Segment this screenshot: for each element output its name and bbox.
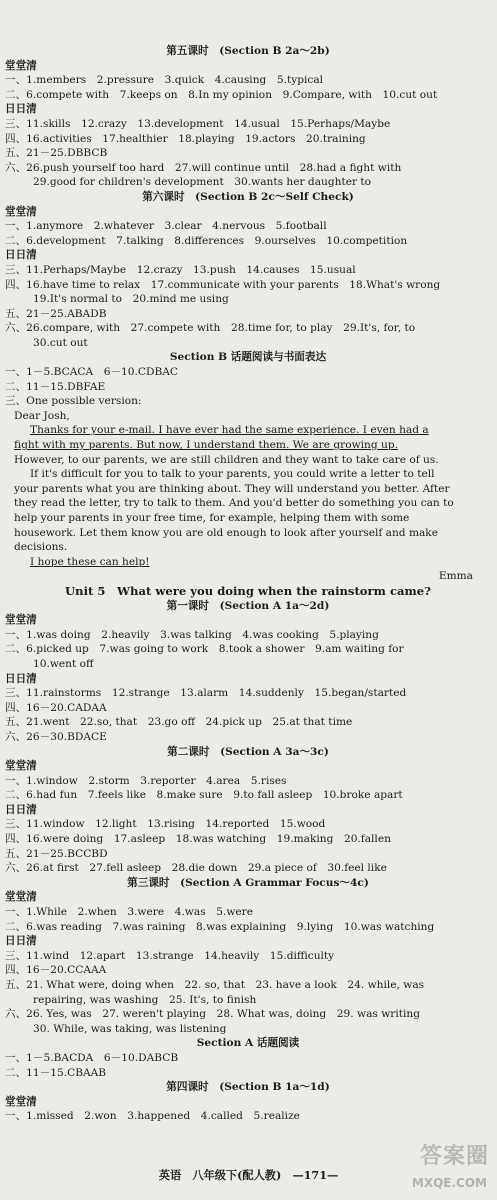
subsection-label: 堂堂清 [5, 614, 37, 627]
answer-line: However, to our parents, we are still children and they want to take care of us. [14, 453, 439, 466]
answer-line: I hope these can help! [30, 555, 150, 568]
answer-line: fight with my parents. But now, I understand them. We are growing up. [14, 439, 398, 452]
answer-line: help your parents in your free time, for example, helping them with some [14, 512, 410, 524]
section-heading: Unit 5 What were you doing when the rainstorm came? [65, 583, 431, 598]
answer-line: 六、26－30.BDACE [5, 730, 107, 743]
answer-line: 30. While, was taking, was listening [33, 1022, 227, 1035]
answer-line: 三、11.wind 12.apart 13.strange 14.heavily 15.difficulty [5, 949, 335, 962]
answer-line: 一、1.members 2.pressure 3.quick 4.causing 5.typical [5, 74, 324, 87]
answer-line: 六、26. Yes, was 27. weren't playing 28. What was, doing 29. was writing [5, 1008, 420, 1021]
answer-line: 一、1－5.BCACA 6－10.CDBAC [5, 366, 179, 379]
answer-line: 19.It's normal to 20.mind me using [33, 293, 229, 306]
subsection-label: 日日清 [5, 249, 37, 262]
answer-line: 一、1.missed 2.won 3.happened 4.called 5.realize [5, 1110, 300, 1123]
answer-line: If it's difficult for you to talk to your parents, you could write a letter to tell [30, 468, 435, 481]
page-footer: 英语 八年级下(配人教) —171— [158, 1168, 339, 1182]
answer-line: 三、11.window 12.light 13.rising 14.reported 15.wood [5, 818, 326, 831]
answer-line: 五、21. What were, doing when 22. so, that 23. have a look 24. while, was [5, 979, 425, 991]
section-heading: 第三课时 (Section A Grammar Focus～4c) [127, 876, 369, 889]
subsection-label: 日日清 [5, 803, 37, 816]
answer-line: 三、11.Perhaps/Maybe 12.crazy 13.push 14.causes 15.usual [5, 263, 356, 276]
answer-line: 一、1－5.BACDA 6－10.DABCB [5, 1051, 179, 1064]
answer-line: 29.good for children's development 30.wants her daughter to [33, 176, 372, 189]
section-heading: Section B 话题阅读与书面表达 [169, 351, 327, 364]
answer-line: 二、6.was reading 7.was raining 8.was explaining 9.lying 10.was watching [5, 920, 435, 933]
answer-line: 一、1.window 2.storm 3.reporter 4.area 5.rises [5, 774, 287, 787]
subsection-label: 日日清 [5, 103, 37, 116]
answer-line: 二、11－15.CBAAB [5, 1066, 107, 1079]
answer-line: 五、21－25.ABADB [5, 307, 107, 320]
answer-line: 一、1.was doing 2.heavily 3.was talking 4.was cooking 5.playing [5, 628, 379, 641]
answer-line: housework. Let them know you are old enough to look after yourself and make [14, 526, 438, 539]
answer-line: they read the letter, try to talk to them. And you'd better do something you can to [14, 497, 454, 510]
answer-line: 六、26.compare, with 27.compete with 28.time for, to play 29.It's, for, to [5, 322, 416, 335]
subsection-label: 堂堂清 [5, 59, 37, 72]
subsection-label: 日日清 [5, 672, 37, 685]
subsection-label: 堂堂清 [5, 205, 37, 218]
answer-line: 二、6.development 7.talking 8.differences 9.ourselves 10.competition [5, 234, 408, 247]
answer-line: 二、6.picked up 7.was going to work 8.took a shower 9.am waiting for [5, 643, 404, 656]
answer-line: repairing, was washing 25. It's, to finish [33, 993, 257, 1006]
answer-line: 二、6.compete with 7.keeps on 8.In my opinion 9.Compare, with 10.cut out [5, 88, 438, 101]
watermark-logo: 答案圈 [419, 1144, 489, 1169]
answer-line: 四、16.were doing 17.asleep 18.was watching 19.making 20.fallen [5, 833, 391, 846]
answer-line: 二、6.had fun 7.feels like 8.make sure 9.to fall asleep 10.broke apart [5, 789, 403, 802]
subsection-label: 日日清 [5, 935, 37, 948]
answer-line: Emma [438, 570, 473, 583]
answer-content [0, 44, 497, 1124]
section-heading: 第五课时 (Section B 2a～2b) [166, 45, 330, 57]
answer-line: 一、1.anymore 2.whatever 3.clear 4.nervous 5.football [5, 220, 327, 233]
answer-line: 三、One possible version: [5, 395, 142, 408]
answer-line: 二、11－15.DBFAE [5, 380, 106, 393]
answer-line: 一、1.While 2.when 3.were 4.was 5.were [5, 906, 254, 919]
answer-line: 五、21－25.BCCBD [5, 847, 108, 860]
section-heading: Section A 话题阅读 [196, 1037, 300, 1050]
answer-line: 四、16－20.CADAA [5, 701, 107, 714]
answer-line: 三、11.skills 12.crazy 13.development 14.usual 15.Perhaps/Maybe [5, 117, 391, 130]
answer-line: 五、21－25.DBBCB [5, 147, 108, 160]
answer-line: 四、16.have time to relax 17.communicate with your parents 18.What's wrong [5, 278, 441, 291]
answer-line: 四、16.activities 17.healthier 18.playing 19.actors 20.training [5, 132, 366, 145]
section-heading: 第一课时 (Section A 1a～2d) [166, 599, 330, 612]
answer-line: 六、26.push yourself too hard 27.will continue until 28.had a fight with [5, 161, 402, 174]
answer-line: decisions. [14, 541, 68, 554]
answer-line: 五、21.went 22.so, that 23.go off 24.pick up 25.at that time [5, 716, 353, 729]
section-heading: 第六课时 (Section B 2c～Self Check) [142, 190, 354, 203]
watermark-url: MXQE.COM [411, 1176, 487, 1190]
subsection-label: 堂堂清 [5, 891, 37, 904]
answer-line: 六、26.at first 27.fell asleep 28.die down 29.a piece of 30.feel like [5, 862, 387, 875]
answer-line: 四、16－20.CCAAA [5, 964, 107, 977]
answer-line: Dear Josh, [14, 409, 70, 422]
answer-line: 三、11.rainstorms 12.strange 13.alarm 14.suddenly 15.began/started [5, 687, 407, 700]
answer-line: 10.went off [33, 657, 94, 670]
subsection-label: 堂堂清 [5, 1095, 37, 1108]
answer-line: Thanks for your e-mail. I have ever had the same experience. I even had a [30, 424, 429, 437]
section-heading: 第二课时 (Section A 3a～3c) [167, 745, 329, 758]
answer-line: 30.cut out [33, 336, 88, 349]
subsection-label: 堂堂清 [5, 760, 37, 773]
section-heading: 第四课时 (Section B 1a～1d) [166, 1081, 330, 1094]
answer-line: your parents what you are thinking about. They will understand you better. After [14, 482, 450, 495]
